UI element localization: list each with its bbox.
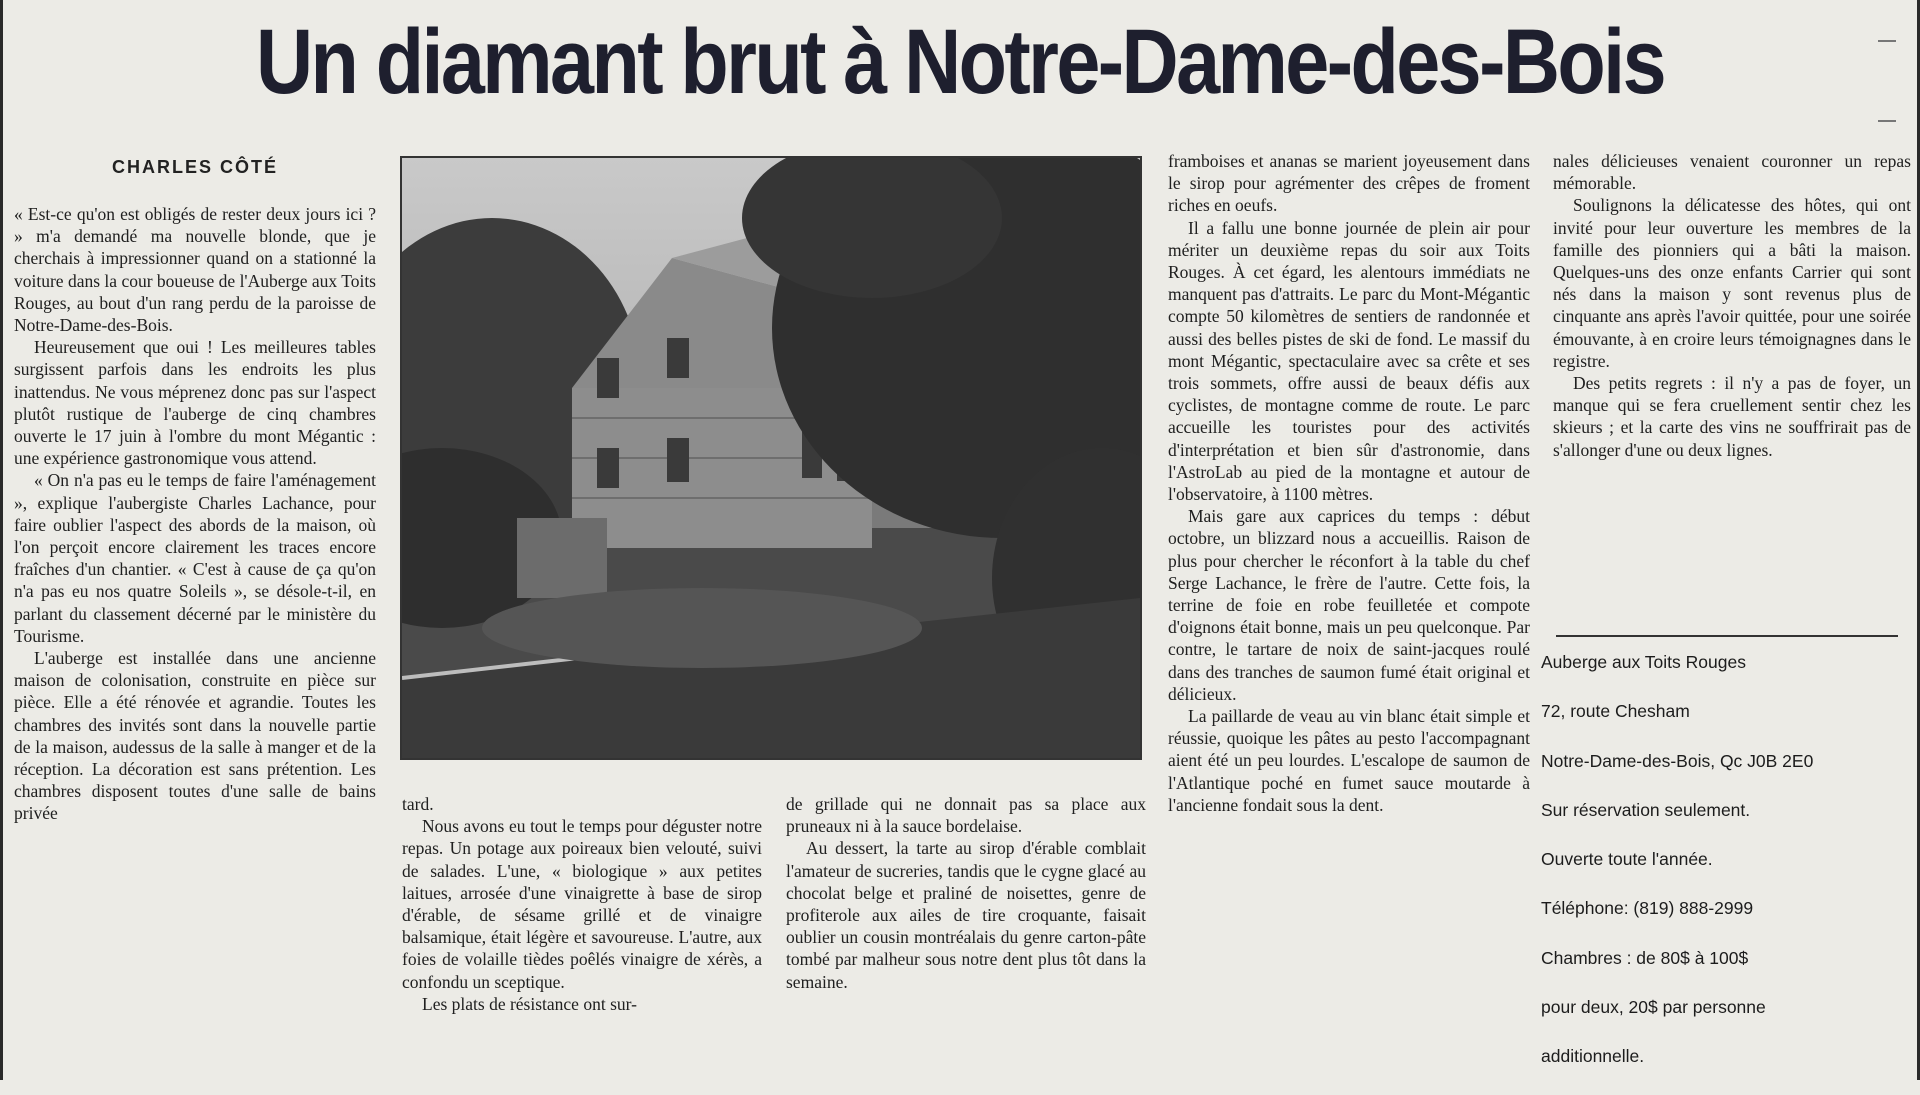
- auberge-photo: [400, 156, 1142, 760]
- info-rooms-3: additionnelle.: [1541, 1046, 1645, 1067]
- article-headline: Un diamant brut à Notre-Dame-des-Bois: [255, 11, 1665, 113]
- paragraph: Les plats de résistance ont sur-: [422, 993, 637, 1014]
- paragraph: « Est-ce qu'on est obligés de rester deux jours ici ? » m'a demandé ma nouvelle blonde, que je cherchais à impressionner quand on a stationné la voiture dans la cour boueuse de l'Auberge aux Toits Rouges, au bout d'un rang perdu de la paroisse de Notre-Dame-des-Bois.: [14, 204, 376, 336]
- info-rooms: Chambres : de 80$ à 100$: [1541, 947, 1749, 968]
- paragraph: nales délicieuses venaient couronner un repas mémorable.: [1553, 151, 1911, 194]
- paragraph: de grillade qui ne donnait pas sa place aux pruneaux ni à la sauce bordelaise.: [786, 794, 1146, 837]
- crop-mark: [1878, 40, 1896, 42]
- info-address: 72, route Chesham: [1541, 701, 1690, 722]
- paragraph: Nous avons eu tout le temps pour déguster notre repas. Un potage aux poireaux bien velouté, suivi de salades. L'une, « biologique » aux petites laitues, arrosée d'une vinaigrette à base de sirop d'érable, de sésame grillé et de vinaigre balsamique, était légère et savoureuse. L'autre, aux foies de volaille tièdes poêlés vinaigre de xérès, a confondu un sceptique.: [402, 816, 762, 992]
- paragraph: L'auberge est installée dans une ancienne maison de colonisation, construite en pièce sur pièce. Elle a été rénovée et agrandie. Toutes les chambres des invités sont dans la nouvelle partie de la maison, audessus de la salle à manger et de la réception. La décoration est sans prétention. Les chambres disposent toutes d'une salle de bains privée: [14, 648, 376, 824]
- info-phone: Téléphone: (819) 888-2999: [1541, 898, 1754, 919]
- paragraph: Soulignons la délicatesse des hôtes, qui ont invité pour leur ouverture les membres de la famille des pionniers qui a bâti la maison. Quelques-uns des onze enfants Carrier qui sont nés dans la maison y sont revenus plus de cinquante ans après l'avoir quittée, pour une soirée émouvante, à en croire leurs témoignagnes dans le registre.: [1553, 195, 1911, 371]
- article-column-5: [1553, 150, 1911, 590]
- article-column-3: [786, 793, 1146, 1080]
- info-box: [1541, 651, 1920, 1095]
- info-name: Auberge aux Toits Rouges: [1541, 652, 1746, 672]
- paragraph: Mais gare aux caprices du temps : début octobre, un blizzard nous a accueillis. Raison de plus pour chercher le réconfort à la table du chef Serge Lachance, le frère de l'autre. Cette fois, la terrine de foie en robe feuilletée et compote d'oignons était bonne, mais un peu quelconque. Par contre, le tartare de noix de saint-jacques roulé dans des tranches de saumon fumé était original et délicieux.: [1168, 506, 1530, 704]
- article-column-4: [1168, 150, 1530, 1080]
- paragraph: Heureusement que oui ! Les meilleures tables surgissent parfois dans les endroits les plus inattendus. Ne vous méprenez donc pas sur l'aspect plutôt rustique de l'auberge de cinq chambres ouverte le 17 juin à l'ombre du mont Mégantic : une expérience gastronomique vous attend.: [14, 337, 376, 469]
- info-box-divider: [1556, 635, 1898, 637]
- paragraph: framboises et ananas se marient joyeusement dans le sirop pour agrémenter des crêpes de froment riches en oeufs.: [1168, 151, 1530, 216]
- paragraph: La paillarde de veau au vin blanc était simple et réussie, quoique les pâtes au pesto l'accompagnant aient été un peu lourdes. L'escalope de saumon de l'Atlantique poché en fumet sauce moutarde à l'ancienne fondait sous la dent.: [1168, 706, 1530, 815]
- article-byline: CHARLES CÔTÉ: [112, 157, 279, 177]
- info-city: Notre-Dame-des-Bois, Qc J0B 2E0: [1541, 750, 1814, 771]
- crop-mark: [1878, 120, 1896, 122]
- house-photo-illustration: [402, 158, 1140, 758]
- paragraph: « On n'a pas eu le temps de faire l'aménagement », explique l'aubergiste Charles Lachance, pour faire oublier l'aspect des abords de la maison, où l'on perçoit encore clairement les traces encore fraîches d'un chantier. « C'est à cause de ça qu'on n'a pas eu nos quatre Soleils », se désole-t-il, en parlant du classement décerné par le ministère du Tourisme.: [14, 470, 376, 646]
- article-column-1: [14, 203, 376, 1080]
- paragraph: Il a fallu une bonne journée de plein air pour mériter un deuxième repas du soir aux Toits Rouges. À cet égard, les alentours immédiats ne manquent pas d'attraits. Le parc du Mont-Mégantic compte 50 kilomètres de sentiers de randonnée et aussi des belles pistes de ski de fond. Le massif du mont Mégantic, spectaculaire avec sa crête et ses trois sommets, offre aussi de beaux défis aux cyclistes, de montagne comme de route. Le parc accueille les touristes pour des activités d'interprétation et bien sûr d'astronomie, dans l'AstroLab au pied de la montagne et autour de l'observatoire, à 1100 mètres.: [1168, 217, 1530, 505]
- info-open: Ouverte toute l'année.: [1541, 849, 1713, 870]
- paragraph: Au dessert, la tarte au sirop d'érable comblait l'amateur de sucreries, tandis que le cygne glacé au chocolat belge et praliné de noisettes, genre de profiterole aux ailes de tire croquante, faisait oublier un cousin montréalais du genre carton-pâte tombé par malheur sous notre dent plus tôt dans la semaine.: [786, 838, 1146, 992]
- info-reservation: Sur réservation seulement.: [1541, 799, 1751, 820]
- info-rooms-2: pour deux, 20$ par personne: [1541, 997, 1766, 1018]
- paragraph: tard.: [402, 794, 434, 814]
- page-edge-left: [0, 0, 3, 1080]
- article-column-2: [402, 793, 762, 1080]
- paragraph: Des petits regrets : il n'y a pas de foyer, un manque qui se fera cruellement sentir chez les skieurs ; et la carte des vins ne souffrirait pas de s'allonger d'une ou deux lignes.: [1553, 373, 1911, 460]
